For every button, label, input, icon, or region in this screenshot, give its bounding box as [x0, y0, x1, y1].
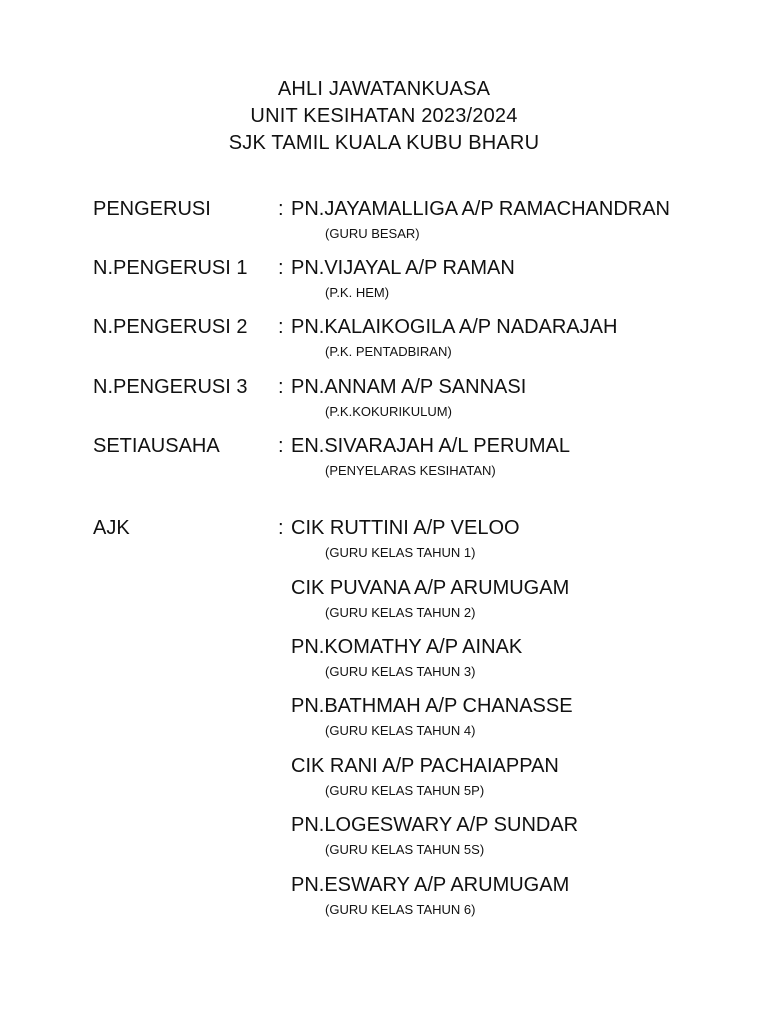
- separator: :: [278, 435, 284, 457]
- title-line-committee: AHLI JAWATANKUASA: [277, 78, 491, 100]
- member-designation: (GURU KELAS TAHUN 1): [325, 545, 476, 560]
- separator: :: [278, 257, 284, 279]
- role-label: N.PENGERUSI 1: [93, 257, 248, 279]
- role-label: SETIAUSAHA: [93, 435, 220, 457]
- officer-designation: (GURU BESAR): [325, 226, 420, 241]
- officer-designation: (PENYELARAS KESIHATAN): [325, 463, 496, 478]
- member-designation: (GURU KELAS TAHUN 5P): [325, 783, 485, 798]
- member-designation: (GURU KELAS TAHUN 3): [325, 664, 476, 679]
- member-name: CIK RUTTINI A/P VELOO: [291, 517, 520, 539]
- officer-designation: (P.K. PENTADBIRAN): [325, 344, 452, 359]
- separator: :: [278, 376, 284, 398]
- separator: :: [278, 316, 284, 338]
- member-designation: (GURU KELAS TAHUN 4): [325, 723, 476, 738]
- member-name: PN.KOMATHY A/P AINAK: [291, 636, 523, 658]
- member-name: PN.BATHMAH A/P CHANASSE: [291, 695, 573, 717]
- title-line-unit: UNIT KESIHATAN 2023/2024: [250, 105, 518, 127]
- member-designation: (GURU KELAS TAHUN 2): [325, 605, 476, 620]
- role-label: PENGERUSI: [93, 198, 211, 220]
- member-name: CIK RANI A/P PACHAIAPPAN: [291, 755, 559, 777]
- role-label: N.PENGERUSI 3: [93, 376, 248, 398]
- member-name: CIK PUVANA A/P ARUMUGAM: [291, 577, 570, 599]
- member-designation: (GURU KELAS TAHUN 6): [325, 902, 476, 917]
- document-title: [0, 76, 768, 157]
- officer-name: PN.VIJAYAL A/P RAMAN: [291, 257, 515, 279]
- officer-name: PN.ANNAM A/P SANNASI: [291, 376, 527, 398]
- member-name: PN.LOGESWARY A/P SUNDAR: [291, 814, 579, 836]
- member-designation: (GURU KELAS TAHUN 5S): [325, 842, 485, 857]
- officer-name: EN.SIVARAJAH A/L PERUMAL: [291, 435, 570, 457]
- officer-name: PN.JAYAMALLIGA A/P RAMACHANDRAN: [291, 198, 670, 220]
- officer-name: PN.KALAIKOGILA A/P NADARAJAH: [291, 316, 618, 338]
- separator: :: [278, 517, 284, 539]
- officer-designation: (P.K.KOKURIKULUM): [325, 404, 452, 419]
- title-line-school: SJK TAMIL KUALA KUBU BHARU: [228, 132, 540, 154]
- member-name: PN.ESWARY A/P ARUMUGAM: [291, 874, 570, 896]
- officer-designation: (P.K. HEM): [325, 285, 390, 300]
- role-label: N.PENGERUSI 2: [93, 316, 248, 338]
- separator: :: [278, 198, 284, 220]
- role-label: AJK: [93, 517, 130, 539]
